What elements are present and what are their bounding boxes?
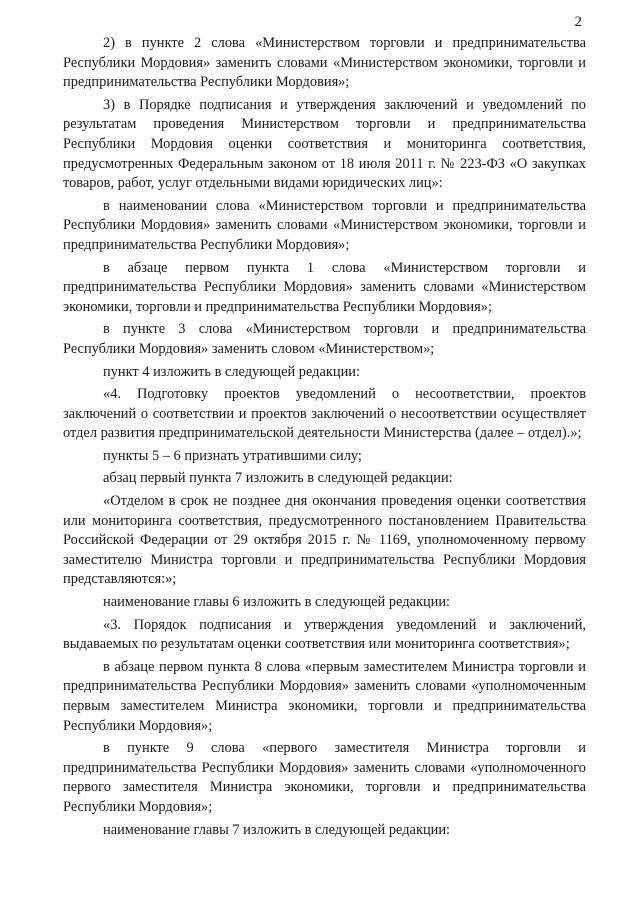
document-body xyxy=(63,34,586,840)
paragraph: «3. Порядок подписания и утверждения уведомлений и заключений, выдаваемых по результатам оценки соответствия или мониторинга соответствия»; xyxy=(63,616,586,653)
paragraph: наименование главы 7 изложить в следующей редакции: xyxy=(103,821,451,838)
paragraph: «Отделом в срок не позднее дня окончания проведения оценки соответствия или мониторинга соответствия, предусмотренного постановлением Правительства Российской Федерации от 29 октября 2015 г. № 1169, уполномоченному первому заместителю Министра торговли и предпринимательства Республики Мордовия представляются:»; xyxy=(63,493,586,588)
paragraph: наименование главы 6 изложить в следующей редакции: xyxy=(103,594,451,611)
paragraph: «4. Подготовку проектов уведомлений о несоответствии, проектов заключений о соответствии и проектов заключений о несоответствии осуществляет отдел развития предпринимательской деятельности Министерства (далее – отдел).»; xyxy=(63,386,586,442)
paragraph: пункт 4 изложить в следующей редакции: xyxy=(103,363,360,380)
paragraph: 2) в пункте 2 слова «Министерством торговли и предпринимательства Республики Мордовия» заменить словами «Министерством экономики, торговли и предпринимательства Республики Мордовия»; xyxy=(63,35,586,91)
page-number: 2 xyxy=(574,14,582,30)
paragraph: 3) в Порядке подписания и утверждения заключений и уведомлений по результатам проведения Министерством торговли и предпринимательства Республики Мордовия оценки соответствия и мониторинга соответствия, предусмотренных Федеральным законом от 18 июля 2011 г. № 223-ФЗ «О закупках товаров, работ, услуг отдельными видами юридических лиц»: xyxy=(63,96,586,192)
paragraph: в пункте 3 слова «Министерством торговли и предпринимательства Республики Мордовия» заменить словом «Министерством»; xyxy=(63,321,586,357)
paragraph: абзац первый пункта 7 изложить в следующей редакции: xyxy=(103,470,453,487)
paragraph: пункты 5 – 6 признать утратившими силу; xyxy=(103,447,362,464)
paragraph: в абзаце первом пункта 1 слова «Министерством торговли и предпринимательства Республики Мордовия» заменить словами «Министерством экономики, торговли и предпринимательства Республики Мордовия»; xyxy=(63,259,586,315)
paragraph: в наименовании слова «Министерством торговли и предпринимательства Республики Мордовия» заменить словами «Министерством экономики, торговли и предпринимательства Республики Мордовия»; xyxy=(63,197,586,253)
paragraph: в пункте 9 слова «первого заместителя Министра торговли и предпринимательства Республики Мордовия» заменить словами «уполномоченного первого заместителя Министра экономики, торговли и предпринимательства Республики Мордовия»; xyxy=(63,740,586,815)
paragraph: в абзаце первом пункта 8 слова «первым заместителем Министра торговли и предпринимательства Республики Мордовия» заменить словами «уполномоченным первым заместителем Министра экономики, торговли и предпринимательства Республики Мордовия»; xyxy=(63,658,586,734)
